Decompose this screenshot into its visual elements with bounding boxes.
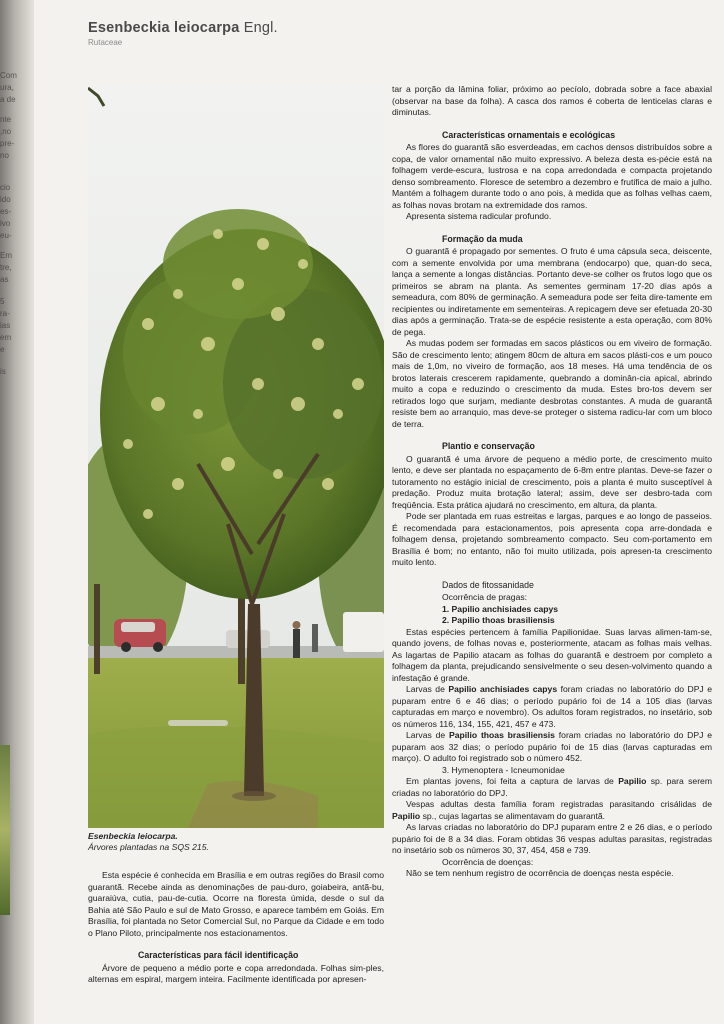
pest-item: 2. Papilio thoas brasiliensis: [442, 615, 555, 625]
pest-item: 1. Papilio anchisiades capys: [442, 603, 559, 614]
pest-text: foram criadas no laboratório do DPJ e puparam entre 6 e 46 dias; o período pupário foi de 14 a 105 dias (larvas capturadas em março e novembro). Os adultos foram registrados, no insetário, sob os números 116, 134, 155, 421, 457 e 473.: [392, 684, 713, 729]
planting-section: [392, 441, 712, 569]
previous-page-fragment: pre-: [0, 139, 15, 148]
seedling-heading: Formação da muda: [442, 233, 523, 244]
pest-text: sp., cujas lagartas se alimentavam do guarantã.: [422, 810, 606, 821]
pest-species-name: Papilio: [618, 776, 647, 786]
previous-page-fragment: 5: [0, 297, 5, 306]
phytosanitary-heading: Dados de fitossanidade: [442, 579, 534, 590]
seedling-paragraph: O guarantã é propagado por sementes. O fruto é uma cápsula seca, deiscente, com a semente envolvida por uma membrana (endocarpo) que, quan-do seca, lança a semente a longas distâncias. Portanto deve-se colher os frutos logo que os primeiros se abram na planta. As sementes germinam 17-20 dias após a semeadura, com 80% de germinação. A semeadura pode ser feita dire-tamente em recipientes ou indiretamente em sementeiras. A repicagem deve ser efetuada 20-30 dias após a germinação. Trata-se de espécie resistente a esta operação, com 80% de pega.: [392, 246, 712, 337]
previous-page-fragment: ivo: [0, 219, 11, 228]
pest-paragraph: [392, 799, 712, 822]
planting-paragraph: O guarantã é uma árvore de pequeno a médio porte, de crescimento muito lento, e deve ser plantada no espaçamento de 6-8m entre plantas. Deve-se fazer o tutoramento no estágio inicial de crescimento, pois a planta é muito susceptível à predação. Produz muita brotação lateral; assim, deve ser desbro-tada com freqüência. Esta prática ajudará no crescimento, em altura, da planta.: [392, 453, 712, 510]
previous-page-fragment: no: [0, 151, 9, 160]
title-author: Engl.: [243, 20, 278, 36]
pest-text: foram criadas no laboratório do DPJ e puparam aos 32 dias; o período pupário foi de 15 dias (larvas capturadas em março). O adulto foi registrado sob o número 452.: [392, 730, 713, 763]
pest-species-name: Papilio anchisiades capys: [448, 684, 558, 694]
pest-species-name: Papilio thoas brasiliensis: [448, 730, 555, 740]
previous-page-fragment: tre,: [0, 263, 12, 272]
ornamental-heading: Características ornamentais e ecológicas: [442, 129, 616, 140]
pest-species-name: Papilio: [392, 810, 421, 821]
previous-page-fragment: em: [0, 333, 12, 342]
page-title: [88, 20, 278, 36]
pests-label: Ocorrência de pragas:: [442, 592, 528, 602]
pest-paragraph: [392, 730, 712, 765]
planting-heading: Plantio e conservação: [442, 441, 535, 451]
previous-page-fragment: nte: [0, 115, 12, 124]
pest-text: Larvas de: [406, 684, 445, 694]
previous-page-fragment: a de: [0, 95, 16, 104]
previous-page-fragment: eu-: [0, 231, 12, 240]
right-column: [392, 84, 712, 880]
diseases-label: Ocorrência de doenças:: [442, 856, 534, 867]
previous-page-fragment: ias: [0, 321, 11, 330]
title-species: Esenbeckia leiocarpa: [88, 20, 240, 36]
identification-heading: Características para fácil identificação: [138, 950, 299, 960]
pest-text: sp. para serem criadas no laboratório do DPJ.: [392, 776, 713, 798]
ornamental-paragraph: Apresenta sistema radicular profundo.: [406, 211, 552, 221]
previous-page-fragment: es-: [0, 207, 12, 216]
pest-text: Vespas adultas desta família foram registradas parasitando crisálidas de: [406, 799, 712, 809]
intro-paragraph: Esta espécie é conhecida em Brasília e em outras regiões do Brasil como guarantã. Recebe ainda as denominações de pau-duro, goiabeira, antã-bu, guaraiúva, cutia, pau-de-cutia. Ocorre na floresta úmida, desde o sul da Bahia até São Paulo e sul de Mato Grosso, e aparece também em Goiás. Em Brasília, foi plantada no Setor Comercial Sul, no Parque da Cidade e em todo o Plano Piloto, principalmente nos estacionamentos.: [88, 870, 384, 938]
pest-paragraph: [392, 684, 712, 730]
phytosanitary-section: [392, 580, 712, 880]
continuation-paragraph: tar a porção da lâmina foliar, próximo ao pecíolo, dobrada sobre a face abaxial (observar na base da folha). A casca dos ramos é coberta de lenticelas claras e diminutas.: [392, 84, 712, 117]
photo-caption: [88, 831, 384, 853]
pest-item: 3. Hymenoptera - Icneumonidae: [442, 764, 565, 775]
seedling-section: [392, 234, 712, 431]
pest-text: Larvas de: [406, 730, 446, 740]
ornamental-section: [392, 130, 712, 223]
tree-photo: [88, 84, 384, 828]
previous-page-fragment: Com: [0, 71, 17, 80]
caption-text: Árvores plantadas na SQS 215.: [88, 842, 209, 852]
diseases-paragraph: Não se tem nenhum registro de ocorrência de doenças nesta espécie.: [406, 868, 674, 878]
previous-page-fragment: e: [0, 345, 5, 354]
left-column: [88, 870, 384, 986]
previous-page-fragment: Em: [0, 251, 12, 260]
caption-species: Esenbeckia leiocarpa.: [88, 831, 178, 841]
family-subtitle: Rutaceae: [88, 38, 123, 47]
previous-page-fragment: ido: [0, 195, 11, 204]
tree-photo-illustration: [88, 84, 384, 828]
previous-page-fragment: as: [0, 275, 9, 284]
previous-page-fragment: cio: [0, 183, 11, 192]
pest-paragraph: [392, 776, 712, 799]
previous-page-fragment: ra-: [0, 309, 10, 318]
previous-page-text-fragments: [0, 70, 22, 378]
pest-text: Em plantas jovens, foi feita a captura de larvas de: [406, 776, 614, 786]
pest-paragraph: Estas espécies pertencem à família Papilionidae. Suas larvas alimen-tam-se, quando jovens, de folhas novas e, posteriormente, atacam as folhas mais velhas. As lagartas de Papilio atacam as folhas do guarantã e destroem por completo a folhagem da planta, prejudicando sensivelmente o seu desen-volvimento quando a infestação é grande.: [392, 626, 712, 683]
previous-page-fragment: ,no: [0, 127, 12, 136]
ornamental-paragraph: As flores do guarantã são esverdeadas, em cachos densos distribuídos sobre a copa, de valor ornamental não muito expressivo. A beleza desta es-pécie está na folhagem verde-escura, lustrosa e na copa arredondada e compacta projetando denso sombreamento. Floresce de setembro a dezembro e frutifica de maio a julho. Mantém a folhagem durante todo o ano pois, à medida que as folhas velhas caem, as folhas novas brotam na extremidade dos ramos.: [392, 142, 712, 210]
pest-paragraph: As larvas criadas no laboratório do DPJ puparam entre 2 e 26 dias, e o período pupário foi de 8 a 34 dias. Foram obtidas 36 vespas adultas parasitas, registradas no insetário sob os números 30, 37, 454, 458 e 739.: [392, 822, 712, 855]
planting-paragraph: Pode ser plantada em ruas estreitas e largas, parques e ao longo de passeios. É recomendada para estacionamentos, pois apresenta copa arre-dondada e folhagem densa, projetando sombreamento compacto. Seu com-portamento em Brasília é bom; no entanto, não foi muito utilizada, pois apresen-ta crescimento muito lento.: [392, 511, 712, 567]
seedling-paragraph: As mudas podem ser formadas em sacos plásticos ou em viveiro de formação. São de crescimento lento; atingem 80cm de altura em sacos plásti-cos e um pouco mais de 1,0m, no viveiro de formação, aos 18 meses. Há uma tendência de os brotos laterais crescerem rapidamente, quebrando a dominân-cia apical, abrindo muito a copa e reduzindo o crescimento da muda. Estes bro-tos devem ser retirados logo que surjam, mediante desbrotas constantes. A muda de guarantã resiste bem ao arranquio, mas deve-se proteger o sistema radicu-lar com um bloco de terra.: [392, 338, 712, 429]
previous-page-fragment: is: [0, 367, 6, 376]
previous-page-fragment: ura,: [0, 83, 14, 92]
previous-page-photo-edge: [0, 745, 10, 915]
identification-paragraph: Árvore de pequeno a médio porte e copa arredondada. Folhas sim-ples, alternas em espiral, margem inteira. Facilmente identificada por apresen-: [88, 962, 384, 984]
